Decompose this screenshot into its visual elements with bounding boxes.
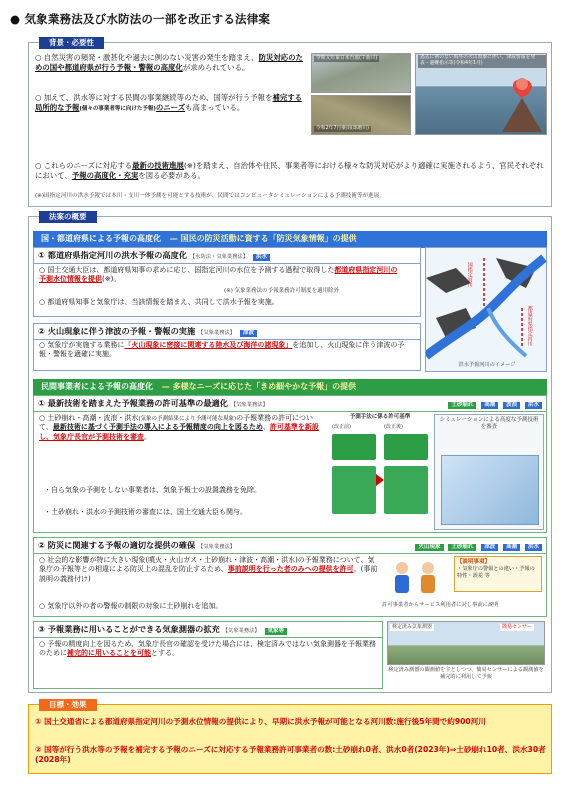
item2-tag: 津波 — [240, 330, 257, 337]
item2-title-row — [34, 324, 420, 340]
item3-title-row — [34, 396, 546, 412]
item2-p1 — [39, 341, 417, 360]
item4-fig-caption: 許可事業者からサービス利用者に対し事前に説明 — [382, 602, 499, 608]
river-figure-caption: 洪水予報河川のイメージ — [458, 362, 516, 368]
item4-box — [33, 537, 547, 617]
bg-p2-a: ○ 加えて、洪水等に対する民間の事業継続等のため、国等が行う予報を — [35, 93, 273, 102]
bg-p3-d: 予報の高度化・充実 — [71, 170, 139, 180]
flood-photo-chikuma — [311, 53, 411, 93]
item3-p1-d: 最新技術に基づく予測手法の導入による予報精度の向上を図るため — [52, 423, 263, 432]
background-section — [28, 38, 552, 207]
item1-box — [33, 247, 421, 317]
item3-box — [33, 395, 547, 533]
background-note: (※)国指定河川の洪水予報では本川・支川一体予測を可能とする技術が、民間ではコンピュータシミュレーションによる予測技術等が進展。 — [35, 193, 385, 199]
item4-tag-tsunami: 津波 — [481, 544, 498, 551]
item3-bullet1: ・自ら気象の予測をしない事業者は、気象予報士の設置義務を免除。 — [44, 486, 261, 494]
item4-p1-c: 。(事前説明の義務付け) — [39, 565, 378, 583]
river-label-national: 国指定河川 — [466, 262, 473, 287]
gov-band-sub: — 国民の防災活動に資する「防災気象情報」の提供 — [169, 234, 357, 243]
bg-p1-c: が求められている。 — [182, 62, 250, 72]
item5-tag: 気象等 — [265, 628, 288, 635]
photo1-caption: 令和元年東日本台風(千曲川) — [316, 56, 378, 61]
background-p2 — [35, 93, 305, 113]
instrument-label-sensor: 簡易センサー — [502, 624, 533, 630]
background-p3 — [35, 161, 547, 181]
item2-p1-b: 「火山現象に密接に関連する陸水及び海洋の諸現象」 — [124, 341, 293, 349]
bg-p2-e: も高まっている。 — [185, 102, 245, 112]
volcano-tsunami-photo — [415, 53, 547, 135]
explain-body: ・気象庁の警報との違い・予報の特性・誤差 等 — [457, 566, 535, 580]
item1-p1-b: 都道府県指定河川の予測水位情報を提供 — [39, 266, 398, 284]
item4-title-row — [34, 538, 546, 554]
item4-p2: ○ 気象庁以外の者の警報の制限の対象に土砂崩れを追加。 — [39, 602, 223, 610]
permit-after-box2 — [384, 466, 428, 514]
item5-box — [33, 621, 383, 689]
item1-tag: 洪水 — [253, 254, 270, 261]
item5-title-row — [34, 622, 382, 638]
bg-p2-d: のニーズ — [155, 102, 186, 112]
item2-box — [33, 323, 421, 371]
item3-p1-g: 。 — [144, 432, 151, 441]
simulation-caption: シミュレーションによる高度な予測技術を審査 — [439, 417, 539, 431]
bg-p1-a: ○ 自然災害の頻発・激甚化や過去に例のない災害の発生を踏まえ、 — [35, 53, 259, 62]
background-tag: 背景・必要性 — [39, 37, 104, 49]
people-icon — [390, 560, 440, 594]
goal-1: ① 国土交通省による都道府県指定河川の予測水位情報の提供により、早期に洪水予報が可能となる河川数:施行後5年間で約900河川 — [35, 717, 486, 726]
simulation-figure — [434, 414, 544, 530]
item2-title: ② 火山現象に伴う津波の予報・警報の実施 — [38, 326, 196, 336]
item5-p1 — [39, 640, 379, 659]
item4-law: 【気象業務法】 — [198, 544, 236, 550]
instrument-label-certified: 検定済み気象測器 — [392, 624, 433, 630]
item3-bullet2: ・土砂崩れ・洪水の予測技術の審査には、国土交通大臣も関与。 — [44, 508, 247, 516]
item1-p1-c: (※)。 — [102, 275, 121, 284]
permit-arrow-icon — [376, 474, 384, 486]
goals-tag: 目標・効果 — [39, 699, 97, 711]
explain-box — [454, 556, 542, 592]
photo3-caption: 過去に例のない海外の火山現象に伴い、津波警報を発表・避難指示等(令和4年1月) — [418, 55, 546, 68]
item4-title: ② 防災に関連する予報の適切な提供の確保 — [38, 540, 196, 550]
private-band — [33, 379, 547, 396]
item1-title-row — [34, 248, 420, 264]
goals-section — [28, 700, 552, 774]
item1-p2: ○ 都道府県知事と気象庁は、当該情報を踏まえ、共同して洪水予報を実施。 — [39, 298, 279, 306]
item1-title: ① 都道府県指定河川の洪水予報の高度化 — [38, 250, 187, 260]
bg-p2-b: 補完する局所的な予報 — [35, 93, 303, 112]
goal-2: ② 国等が行う洪水等の予報を補完する予報のニーズに対応する予報業務許可事業者の数:土砂崩れ0者、洪水0者(2023年)⇒土砂崩れ10者、洪水30者(2028年) — [35, 745, 546, 765]
photo2-caption: 令和2年7月豪雨(球磨川) — [316, 126, 370, 131]
item3-tag-landslide: 土砂崩れ — [448, 402, 476, 409]
private-band-sub: — 多様なニーズに応じた「きめ細やかな予報」の提供 — [161, 382, 357, 391]
item3-p1-e: 、 — [262, 423, 270, 432]
flood-photo-kuma — [311, 95, 411, 135]
item2-p1-c: を追加し、火山現象に伴う津波の予報・警報を適確に実施。 — [39, 341, 405, 359]
item4-p1-a: ○ 社会的な影響が特に大きい現象(噴火・火山ガス・土砂崩れ・津波・高潮・洪水)の予報業務について、気象庁の予報等との相違による防災上の混乱を防止するため、 — [39, 556, 375, 574]
volcano-eruption-illustration — [498, 76, 546, 134]
item4-tag-storm-surge: 高潮 — [503, 544, 520, 551]
item1-p1-a: ○ 国土交通大臣は、都道府県知事の求めに応じ、国指定河川の水位を予測する過程で取得した — [39, 266, 335, 274]
item3-law: 【気象業務法】 — [230, 402, 268, 408]
permit-after-label: (改正後) — [384, 424, 403, 430]
item3-tag-waves: 波浪 — [503, 402, 520, 409]
gov-band-title: 国・都道府県による予報の高度化 — [41, 234, 161, 243]
item1-law: 【水防法・気象業務法】 — [189, 254, 249, 260]
item4-p1 — [39, 556, 379, 584]
permit-after-box1 — [384, 434, 428, 460]
permit-criteria-figure — [330, 414, 430, 530]
background-p1 — [35, 53, 305, 73]
item5-p1-a: ○ 予報の精度向上を図るため、気象庁長官の確認を受けた場合には、検定済みではない気象測器を予報業務のために — [39, 640, 377, 658]
bg-p2-c: (個々の事業者等に向けた予報) — [79, 105, 156, 112]
item3-p1-b: (気象の予測結果により予測可能な現象) — [138, 416, 237, 422]
private-band-title: 民間事業者による予報の高度化 — [41, 382, 153, 391]
bg-p3-a: ○ これらのニーズに対応する — [35, 161, 133, 170]
outline-tag: 法案の概要 — [39, 211, 97, 223]
item2-p1-a: ○ 気象庁が実施する業務に — [39, 341, 125, 349]
item5-law: 【気象業務法】 — [222, 628, 260, 634]
item2-law: 【気象業務法】 — [198, 330, 236, 336]
instrument-photo — [387, 621, 545, 665]
bg-p3-b: 最新の技術進展 — [132, 161, 184, 170]
item5-title: ③ 予報業務に用いることができる気象測器の拡充 — [38, 624, 220, 634]
permit-before-label: (改正前) — [332, 424, 351, 430]
permit-figure-title: 予測手法に係る許可基準 — [349, 414, 411, 420]
item3-p1-a: ○ 土砂崩れ・高潮・波浪・洪水 — [39, 414, 139, 422]
river-figure — [425, 247, 547, 372]
permit-before-box2 — [332, 466, 376, 514]
item1-p1 — [39, 266, 399, 285]
item4-tag-landslide: 土砂崩れ — [448, 544, 476, 551]
permit-before-box1 — [332, 434, 376, 460]
instrument-caption: 検定済み測器の観測値を主としつつ、簡易センサーによる観測値を補完的に利用して予報 — [388, 667, 544, 681]
item1-note: (※) 気象業務法の予報業務許可制度を適用除外 — [224, 288, 340, 294]
item5-p1-b: 補完的に用いることを可能 — [67, 649, 151, 658]
item4-p1-b: 事前説明を行った者のみへの提供を許可 — [227, 565, 354, 574]
simulation-diagram — [441, 455, 539, 525]
gov-band — [33, 231, 547, 248]
explain-title: 【説明事項】 — [457, 559, 491, 565]
explain-person-icon — [390, 560, 440, 594]
item3-p1-c: の予報業務の許可について、 — [39, 414, 314, 432]
item4-tag-flood: 洪水 — [525, 544, 542, 551]
item4-tag-volcano: 火山現象 — [415, 544, 443, 551]
page-title: ● 気象業務法及び水防法の一部を改正する法律案 — [10, 12, 271, 26]
item4-tags — [413, 540, 542, 551]
bg-p3-e: を図る必要がある。 — [138, 170, 205, 180]
item3-p1 — [39, 414, 325, 442]
item3-tag-storm-surge: 高潮 — [481, 402, 498, 409]
outline-section — [28, 212, 552, 693]
river-label-prefectural: 都道府県指定河川 — [526, 306, 533, 346]
bg-p1-b: 防災対応のための国や都道府県が行う予報・警報の高度化 — [35, 53, 303, 72]
item3-tag-flood: 洪水 — [525, 402, 542, 409]
item3-p1-f: 許可基準を新設し、気象庁長官が予測技術を審査 — [39, 423, 319, 441]
item3-title: ① 最新技術を踏まえた予報業務の許可基準の最適化 — [38, 398, 228, 408]
item5-p1-c: とする。 — [151, 649, 179, 658]
instrument-figure — [387, 621, 547, 689]
bg-p3-c: (※)を踏まえ、自治体や住民、事業者等における様々な防災対応がより適確に実施されるよう、官民それぞれにおいて、 — [35, 161, 544, 180]
item3-tags — [446, 398, 542, 409]
